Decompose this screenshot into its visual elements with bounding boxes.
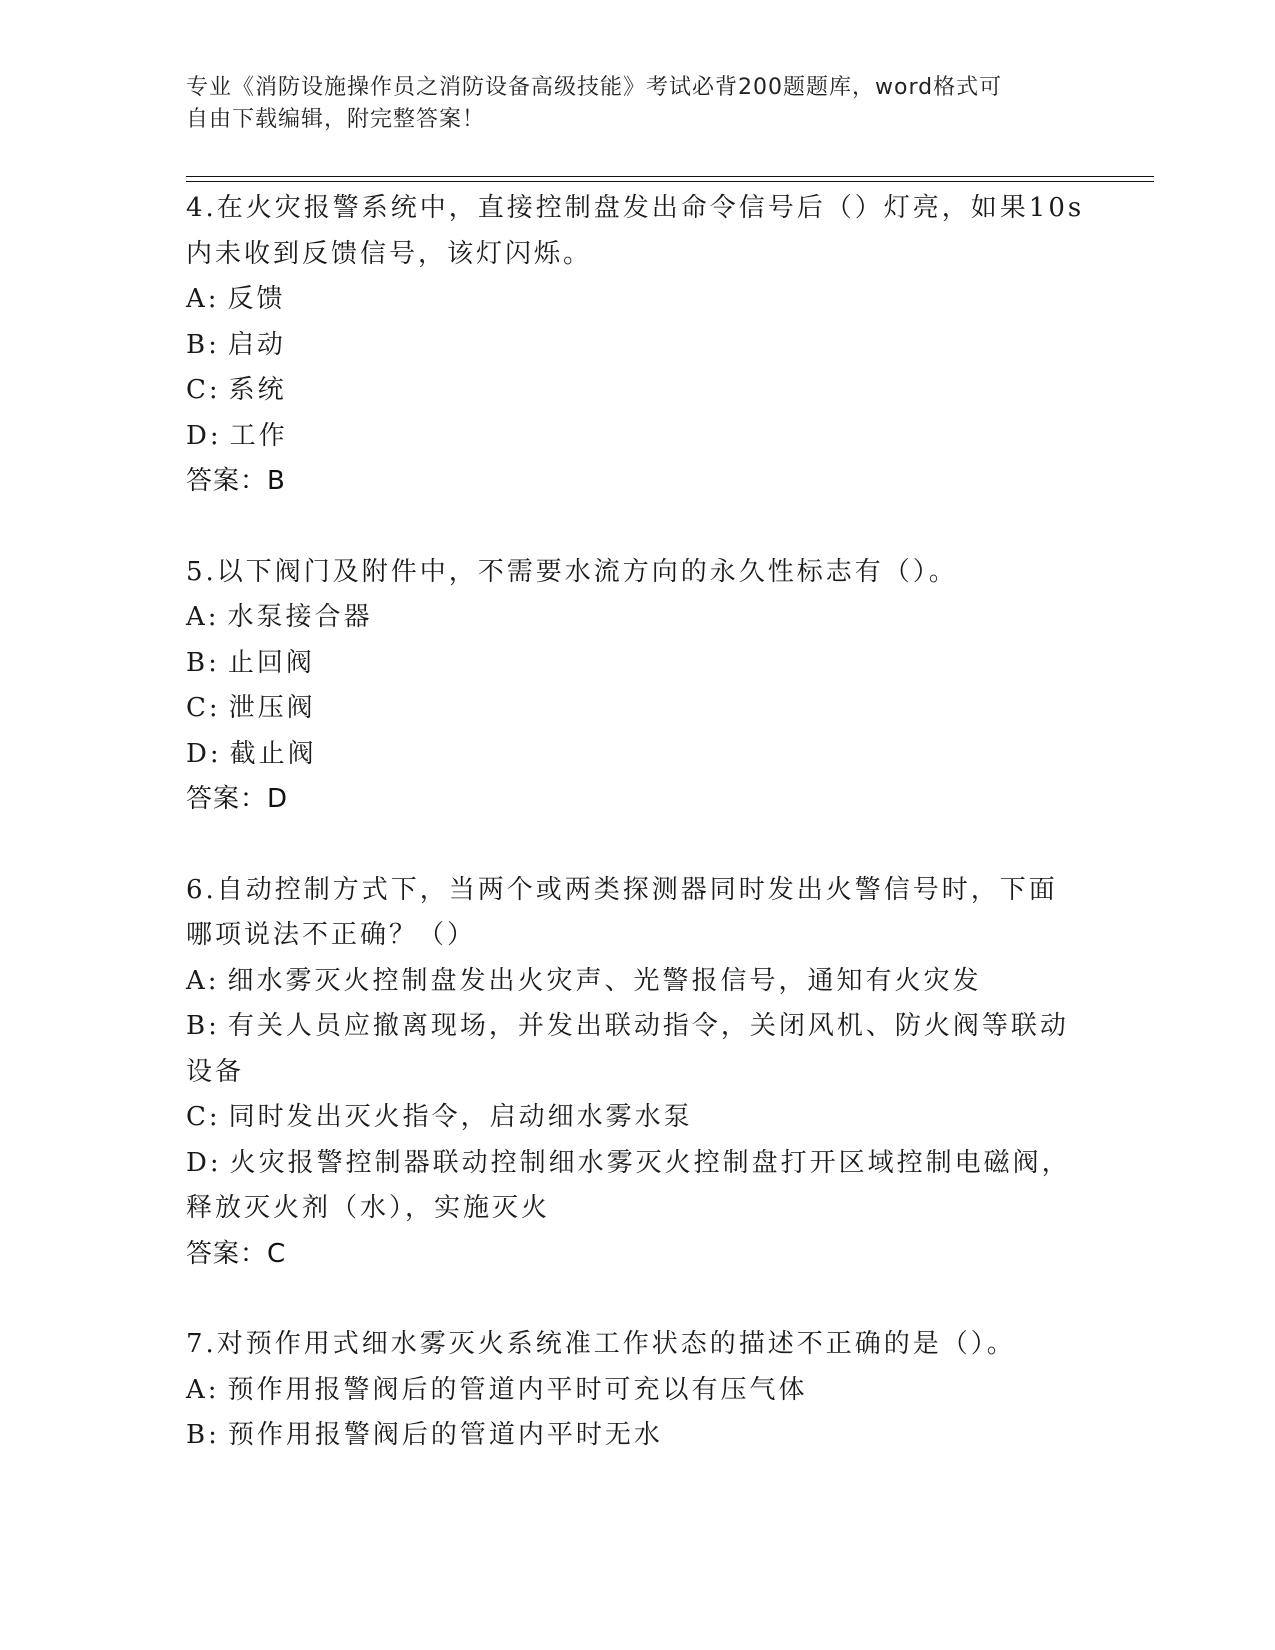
option-text: 泄压阀 [228,693,316,723]
option-text: 截止阀 [229,738,317,769]
option-c [186,368,1086,414]
option-b [186,641,1086,687]
option-text: 止回阀 [227,647,315,678]
option-letter: C: [186,1102,221,1132]
option-text: 工作 [229,420,288,451]
question-7 [186,1322,1086,1459]
option-text: 水泵接合器 [227,602,373,632]
option-a [186,959,1086,1005]
question-stem-line: 内未收到反馈信号，该灯闪烁。 [186,238,593,269]
option-d [186,1141,1086,1187]
option-letter: D: [186,738,222,769]
option-text: 细水雾灭火控制盘发出火灾声、光警报信号，通知有火灾发 [227,965,982,996]
question-4 [186,186,1086,505]
option-b-continuation: 设备 [186,1056,245,1087]
option-letter: B: [186,1420,220,1450]
option-letter: A: [186,602,220,632]
option-b [186,1004,1086,1050]
option-text: 同时发出灭火指令，启动细水雾水泵 [228,1102,693,1132]
option-letter: B: [186,329,220,360]
answer-label: 答案：D [186,784,289,814]
option-letter: D: [186,1147,222,1178]
header-line-2: 自由下载编辑，附完整答案！ [186,107,486,132]
option-c [186,686,1086,732]
question-6 [186,868,1086,1278]
option-text: 系统 [228,375,287,405]
question-stem-line: 哪项说法不正确？（） [186,920,477,950]
option-text: 预作用报警阀后的管道内平时无水 [227,1420,663,1450]
option-text: 有关人员应撤离现场，并发出联动指令，关闭风机、防火阀等联动 [227,1011,1069,1041]
option-letter: A: [186,1374,220,1405]
header-line-1: 专业《消防设施操作员之消防设备高级技能》考试必背200题题库，word格式可 [186,75,1003,100]
option-b [186,1413,1086,1459]
question-list [186,186,1086,1504]
answer-label: 答案：C [186,1238,287,1269]
option-a [186,595,1086,641]
option-text: 火灾报警控制器联动控制细水雾灭火控制盘打开区域控制电磁阀， [229,1147,1071,1178]
option-c [186,1095,1086,1141]
option-text: 预作用报警阀后的管道内平时可充以有压气体 [227,1374,808,1405]
header-divider-top [186,176,1154,177]
option-letter: D: [186,420,222,451]
question-stem-line: 6.自动控制方式下，当两个或两类探测器同时发出火警信号时，下面 [186,874,1058,905]
option-a [186,1368,1086,1414]
option-d-continuation: 释放灭火剂（水），实施灭火 [186,1193,551,1223]
option-letter: B: [186,1011,220,1041]
option-b [186,323,1086,369]
question-stem-line: 4.在火灾报警系统中，直接控制盘发出命令信号后（）灯亮，如果10s [186,193,1085,223]
option-letter: C: [186,375,221,405]
option-letter: A: [186,284,220,314]
question-stem-line: 5.以下阀门及附件中，不需要水流方向的永久性标志有（）。 [186,556,958,587]
question-5 [186,550,1086,823]
answer-label: 答案：B [186,466,286,496]
option-text: 反馈 [227,284,286,314]
option-letter: B: [186,647,220,678]
document-header [186,72,1086,136]
question-stem-line: 7.对预作用式细水雾灭火系统准工作状态的描述不正确的是（）。 [186,1329,1016,1359]
option-text: 启动 [227,329,286,360]
option-letter: A: [186,965,220,996]
header-divider-bottom [186,181,1154,182]
option-d [186,414,1086,460]
option-letter: C: [186,693,221,723]
option-a [186,277,1086,323]
option-d [186,732,1086,778]
